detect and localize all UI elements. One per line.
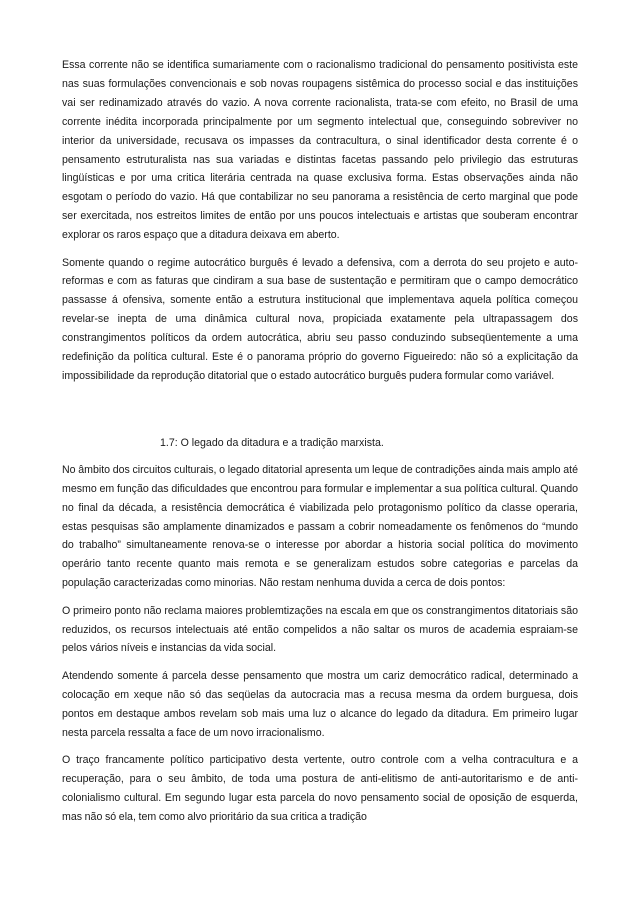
document-page — [62, 56, 578, 835]
paragraph-circuitos-culturais: No âmbito dos circuitos culturais, o legado ditatorial apresenta um leque de contradições ainda mais amplo até mesmo em função das dificuldades que encontrou para formular e implementar a sua política cultural. Quando no final da década, a resistência democrática é viabilizada pelo protagonismo político da classe operaria, estas pesquisas são amplamente dinamizados e passam a cobrir nomeadamente os fenômenos do “mundo do trabalho” simultaneamente renova-se o interesse por abordar a historia social política do movimento operário tanto recente quanto mais remota e se generalizam estudos sobre categorias e parcelas da população caracterizadas como minorias. Não restam nenhuma duvida a cerca de dois pontos: — [62, 463, 578, 590]
paragraph-vazio: Essa corrente não se identifica sumariamente com o racionalismo tradicional do pensamento positivista este nas suas formulações convencionais e sob novas roupagens sistêmica do processo social e das instituições vai ser redinamizado através do vazio. A nova corrente racionalista, trata-se com efeito, no Brasil de uma corrente inédita incorporada principalmente por um segmento intelectual que, conseguindo sobreviver no interior da universidade, recusava os impasses da contracultura, o sinal identificador desta corrente é o pensamento estruturalista nas sua variadas e distintas facetas passando pelo privilegio das estruturas lingüísticas e por uma critica literária centrada na quase exclusiva forma. Estas observações ainda não esgotam o período do vazio. Há que contabilizar no seu panorama a resistência de certo marginal que pode ser exercitada, nos estreitos limites de então por uns poucos intelectuais e artistas que souberam encontrar explorar os raros espaço que a ditadura deixava em aberto. — [62, 59, 578, 242]
section-heading: 1.7: O legado da ditadura e a tradição marxista. — [160, 436, 384, 449]
paragraph-regime-autocratico: Somente quando o regime autocrático burguês é levado a defensiva, com a derrota do seu projeto e auto-reformas e com as faturas que cindiram a sua base de sustentação e permitiram que o campo democrático passasse á ofensiva, somente então a estrutura institucional que implementava aquela política começou revelar-se inepta de uma dinâmica cultural nova, propiciada exatamente pela ultrapassagem dos constrangimentos políticos da ordem autocrática, abriu seu passo conduzindo subseqüentemente a uma redefinição da política cultural. Este é o panorama próprio do governo Figueiredo: não só a explicitação da impossibilidade da reprodução ditatorial que o estado autocrático burguês pudera formular como variável. — [62, 256, 578, 382]
paragraph-cariz-democratico: Atendendo somente á parcela desse pensamento que mostra um cariz democrático radical, determinado a colocação em xeque não só das seqüelas da autocracia mas a recusa mesma da ordem burguesa, dois pontos em destaque ambos revelam sob mais uma luz o alcance do legado da ditadura. Em primeiro lugar nesta parcela ressalta a face de um novo irracionalismo. — [62, 669, 578, 739]
paragraph-traco-politico: O traço francamente político participativo desta vertente, outro controle com a velha contracultura e a recuperação, para o seu âmbito, de toda uma postura de anti-elitismo de anti-autoritarismo e de anti-colonialismo cultural. Em segundo lugar esta parcela do novo pensamento social de oposição de esquerda, mas não só ela, tem como alvo prioritário da sua critica a tradição — [62, 754, 578, 823]
paragraph-primeiro-ponto: O primeiro ponto não reclama maiores problemtizações na escala em que os constrangimentos ditatoriais são reduzidos, os recursos intelectuais até então compelidos a não saltar os muros de academia espraiam-se pelos vários níveis e instancias da vida social. — [62, 604, 578, 655]
